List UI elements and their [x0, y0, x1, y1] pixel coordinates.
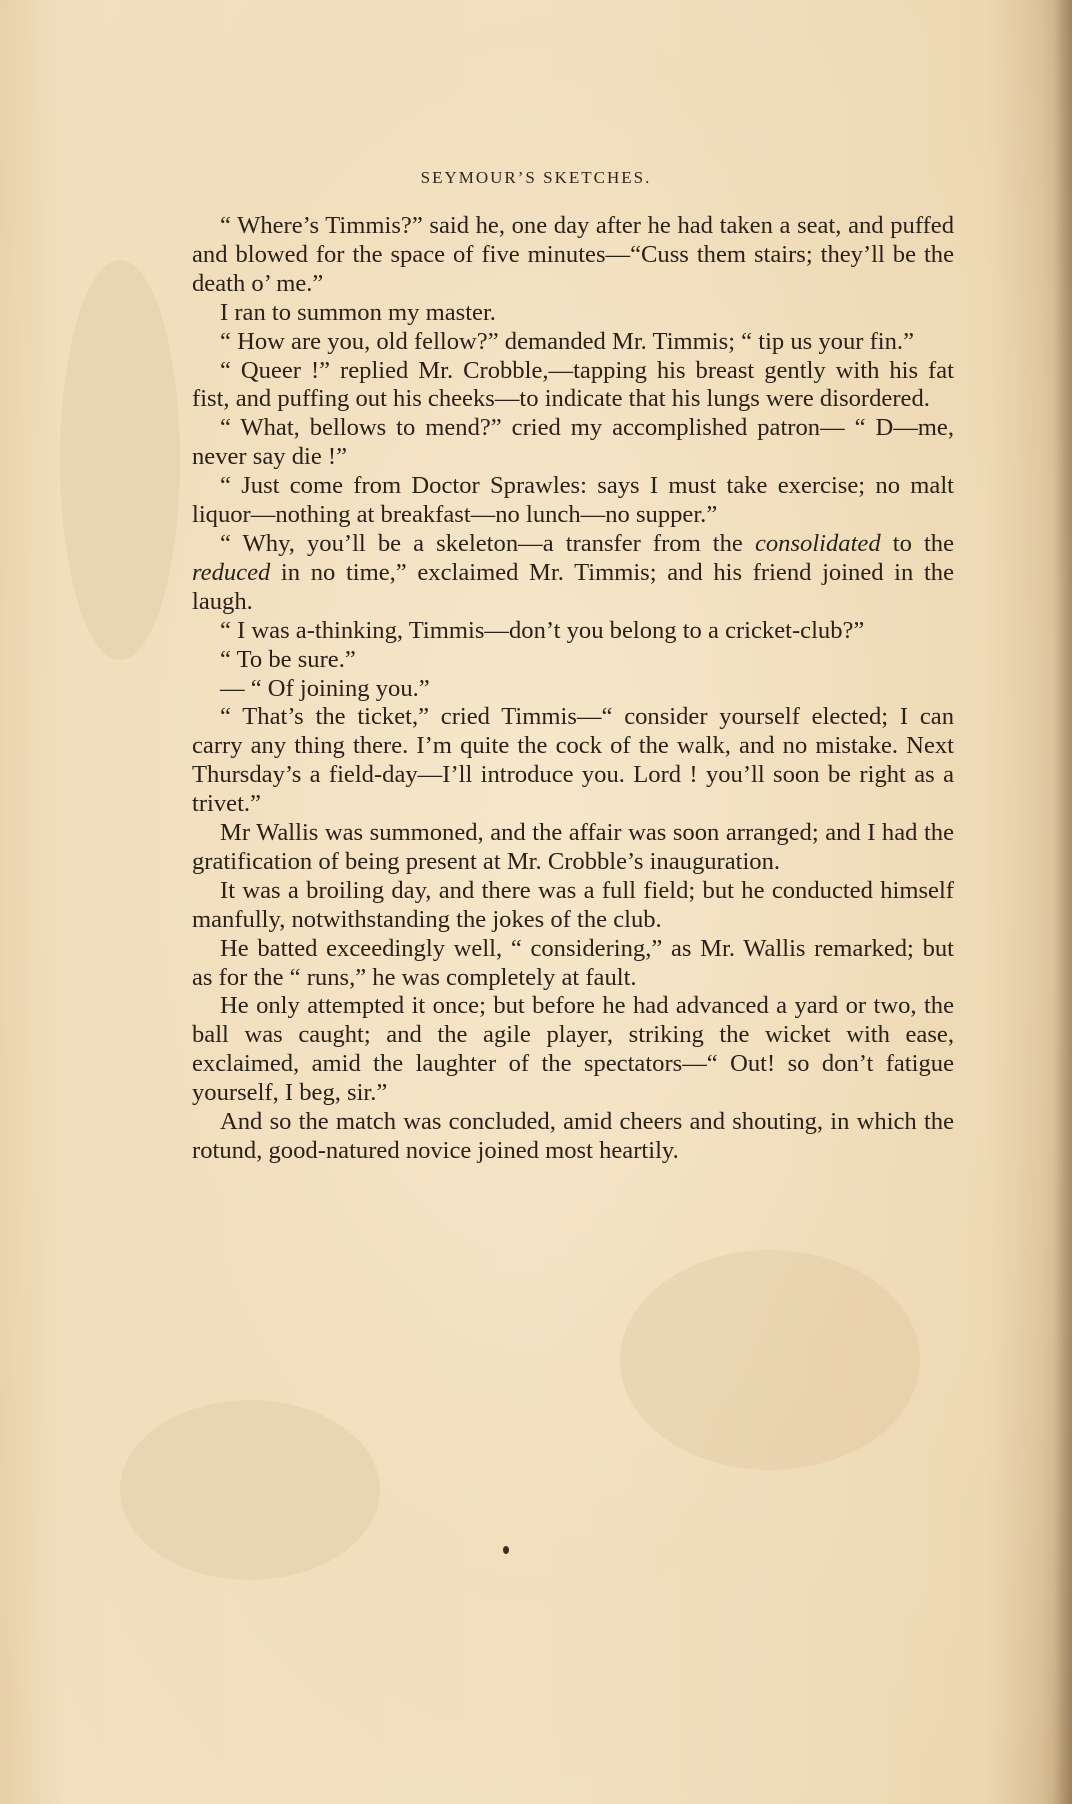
italic-word: consolidated: [754, 529, 881, 557]
paragraph: “ What, bellows to mend?” cried my accomplished patron— “ D—me, never say die !”: [192, 414, 954, 471]
paragraph: “ Where’s Timmis?” said he, one day after he had taken a seat, and puffed and blowed for the space of five minutes—“Cuss them stairs; they’ll be the death o’ me.”: [192, 212, 954, 297]
ink-spot: [503, 1546, 509, 1554]
paragraph: Mr Wallis was summoned, and the affair was soon arranged; and I had the gratification of being present at Mr. Crobble’s inauguration.: [192, 819, 954, 875]
paragraph: “ How are you, old fellow?” demanded Mr. Timmis; “ tip us your fin.”: [220, 327, 914, 355]
paper-stain: [120, 1400, 380, 1580]
paper-stain: [60, 260, 180, 660]
paragraph: [192, 530, 954, 617]
text-run: in no time,” exclaimed Mr. Timmis; and his friend joined in the laugh.: [192, 558, 954, 615]
paragraph: And so the match was concluded, amid cheers and shouting, in which the rotund, good-natured novice joined most heartily.: [192, 1108, 954, 1164]
paragraph: “ Just come from Doctor Sprawles: says I must take exercise; no malt liquor—nothing at breakfast—no lunch—no supper.”: [192, 472, 954, 529]
paragraph: “ That’s the ticket,” cried Timmis—“ consider yourself elected; I can carry any thing there. I’m quite the cock of the walk, and no mistake. Next Thursday’s a field-day—I’ll introduce you. Lord ! you’ll soon be right as a trivet.”: [192, 703, 954, 818]
paragraph: I ran to summon my master.: [220, 298, 496, 326]
body-text: [192, 212, 954, 1166]
text-run: “ Why, you’ll be a skeleton—a transfer from the: [220, 529, 755, 557]
page-edge-shadow: [1054, 0, 1072, 1804]
running-header: SEYMOUR’S SKETCHES.: [420, 168, 652, 187]
paragraph: “ To be sure.”: [220, 645, 356, 673]
text-run: to the: [880, 529, 954, 557]
paragraph: It was a broiling day, and there was a full field; but he conducted himself manfully, notwithstanding the jokes of the club.: [192, 876, 954, 933]
paper-stain: [620, 1250, 920, 1470]
paragraph: “ Queer !” replied Mr. Crobble,—tapping his breast gently with his fat fist, and puffing out his cheeks—to indicate that his lungs were disordered.: [192, 356, 954, 413]
paragraph: He batted exceedingly well, “ considering,” as Mr. Wallis remarked; but as for the “ runs,” he was completely at fault.: [192, 934, 954, 991]
italic-word: reduced: [192, 558, 271, 586]
paragraph: “ I was a-thinking, Timmis—don’t you belong to a cricket-club?”: [220, 616, 865, 644]
paragraph: — “ Of joining you.”: [220, 674, 430, 702]
paragraph: He only attempted it once; but before he had advanced a yard or two, the ball was caught; and the agile player, striking the wicket with ease, exclaimed, amid the laughter of the spectators—“ Out! so don’t fatigue yourself, I beg, sir.”: [192, 992, 954, 1107]
